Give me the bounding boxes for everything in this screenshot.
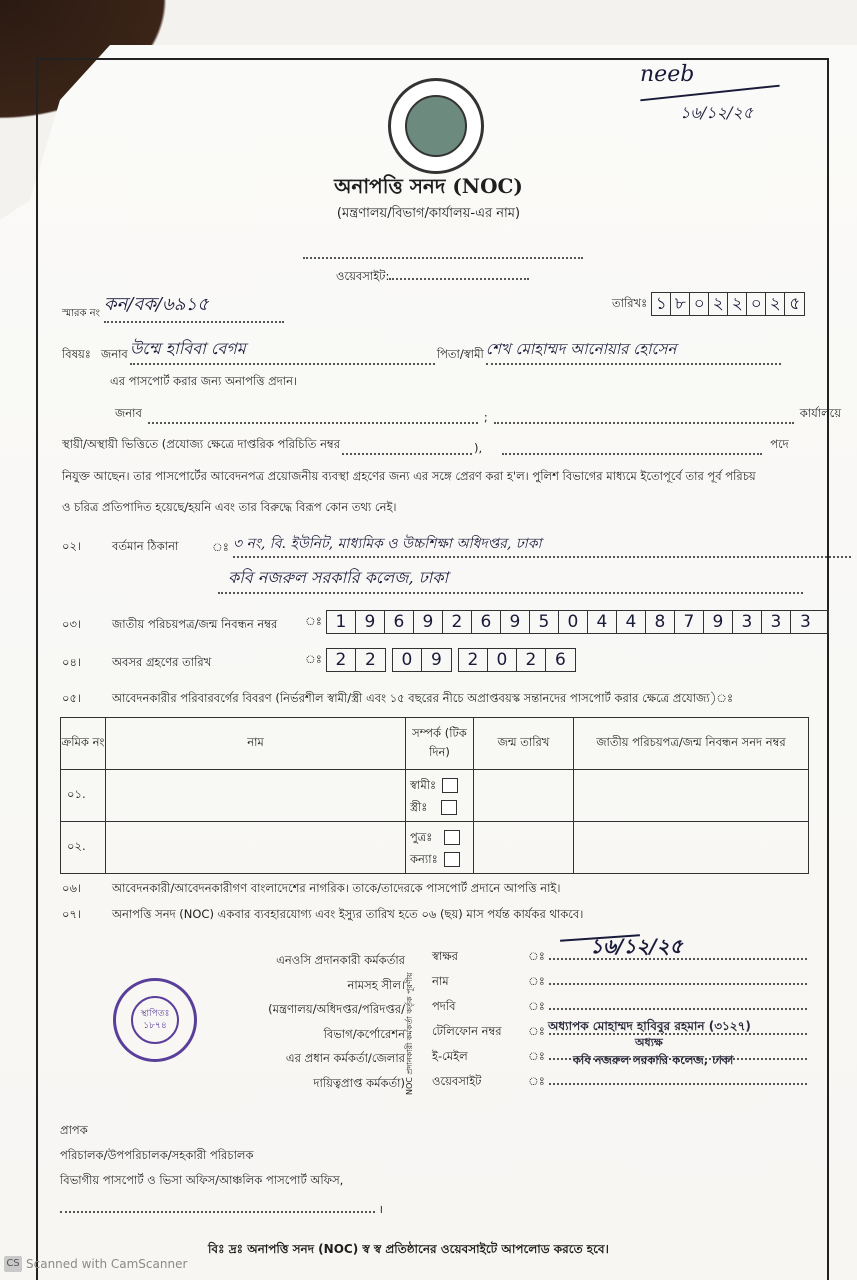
item04-num: ০৪।: [62, 655, 82, 669]
item05-num: ০৫।: [62, 691, 82, 705]
body-line4: ও চরিত্র প্রতিপাদিত হয়েছে/হয়নি এবং তার বিরুদ্ধে বিরূপ কোন তথ্য নেই।: [62, 500, 397, 514]
field-label-name: নাম: [432, 974, 449, 988]
government-emblem: [388, 78, 484, 174]
officer-name-field[interactable]: [148, 422, 478, 424]
official-id-label: স্থায়ী/অস্থায়ী ভিত্তিতে (প্রযোজ্য ক্ষেত্রে দাপ্তরিক পরিচিতি নম্বর: [62, 437, 341, 451]
signatory-desc-line: (মন্ত্রণালয়/অধিদপ্তর/পরিদপ্তর/: [268, 1002, 405, 1016]
father-husband-label: পিতা/স্বামী: [436, 347, 484, 361]
nid-digit-box[interactable]: 5: [530, 611, 559, 633]
retirement-year-digit[interactable]: 2: [517, 649, 546, 671]
address-row1: ঃ ৩ নং, বি. ইউনিট, মাধ্যমিক ও উচ্চশিক্ষা অধিদপ্তর, ঢাকা: [212, 532, 851, 558]
row-serial: ০১.: [61, 770, 106, 822]
page-subtitle: (মন্ত্রণালয়/বিভাগ/কার্যালয়-এর নাম): [336, 206, 521, 221]
checkbox-daughter[interactable]: [444, 852, 460, 867]
website-row: [336, 268, 529, 287]
field-label-website: ওয়েবসাইট: [432, 1074, 482, 1088]
table-row: [61, 770, 809, 822]
row-nid-cell[interactable]: [574, 822, 809, 874]
nid-digit-box[interactable]: 7: [675, 611, 704, 633]
officer-signature: ১৬/১২/২৫: [590, 934, 683, 958]
item03-label: জাতীয় পরিচয়পত্র/জন্ম নিবন্ধন নম্বর: [112, 617, 278, 631]
signatory-desc-line: দায়িত্বপ্রাপ্ত কর্মকর্তা): [313, 1075, 405, 1090]
corner-note-text: neeb: [640, 62, 695, 87]
date-digit-box[interactable]: ২: [728, 293, 747, 315]
col-name: নাম: [106, 718, 406, 770]
ministry-name-field[interactable]: [303, 244, 583, 263]
item07-text: অনাপত্তি সনদ (NOC) একবার ব্যবহারযোগ্য এবং ইস্যুর তারিখ হতে ০৬ (ছয়) মাস পর্যন্ত কার্যকর থাকবে।: [112, 907, 584, 921]
scanner-label: Scanned with CamScanner: [26, 1257, 188, 1271]
signatory-desc-line: এনওসি প্রদানকারী কর্মকর্তার: [276, 953, 405, 967]
family-table: [60, 717, 809, 874]
father-husband-field[interactable]: শেখ মোহাম্মদ আনোয়ার হোসেন: [486, 338, 781, 365]
retirement-year-digit[interactable]: 2: [459, 649, 488, 671]
office-suffix: কার্যালয়ে: [799, 406, 842, 420]
relation-label-daughter: কন্যাঃ: [410, 851, 438, 866]
reference-row: [62, 290, 284, 323]
passport-office-field[interactable]: [60, 1211, 375, 1213]
nid-digit-box[interactable]: 9: [501, 611, 530, 633]
item02-num: ০২।: [62, 539, 82, 553]
retirement-month-digit[interactable]: 9: [430, 650, 442, 670]
checkbox-wife[interactable]: [441, 800, 457, 815]
col-relation: সম্পর্ক (টিক দিন): [406, 718, 474, 770]
table-row: [61, 822, 809, 874]
stamp-officer-name: অধ্যাপক মোহাম্মদ হাবিবুর রহমান (৩১২৭): [548, 1019, 751, 1033]
website-label: ওয়েবসাইট:: [336, 269, 390, 283]
date-digit-box[interactable]: ২: [766, 293, 785, 315]
retirement-year-digit[interactable]: 0: [488, 649, 517, 671]
date-digit-box[interactable]: ০: [747, 293, 766, 315]
item04-label: অবসর গ্রহণের তারিখ: [112, 655, 212, 669]
nid-digit-box[interactable]: 9: [704, 611, 733, 633]
retirement-day-digit[interactable]: 2: [364, 650, 376, 670]
footnote: বিঃ দ্রঃ অনাপত্তি সনদ (NOC) স্ব স্ব প্রতিষ্ঠানের ওয়েবসাইটে আপলোড করতে হবে।: [208, 1242, 609, 1256]
item07-num: ০৭।: [62, 907, 82, 921]
emblem-map-icon: [405, 95, 467, 157]
retirement-year-boxes[interactable]: [458, 648, 576, 672]
signatory-description: [220, 948, 405, 1095]
col-serial: ক্রমিক নং: [61, 718, 106, 770]
nid-boxes[interactable]: [326, 610, 829, 634]
row-name-cell[interactable]: [106, 822, 406, 874]
date-digit-box[interactable]: ৮: [671, 293, 690, 315]
item03-num: ০৩।: [62, 617, 82, 631]
nid-row: ঃ 1 9 6 9 2 6 9 5 0 4 4 8 7 9 3 3 3: [305, 610, 829, 634]
applicant-name-field[interactable]: উম্মে হাবিবা বেগম: [130, 336, 435, 365]
nid-digit-box[interactable]: 0: [559, 611, 588, 633]
camscanner-logo-icon: CS: [4, 1256, 22, 1272]
noc-vertical-label: NOC প্রদানকারী কর্মকর্তা কর্তৃক পূরণীয়: [405, 972, 414, 1095]
recipient-line3-end: ।: [378, 1202, 384, 1216]
nid-digit-box[interactable]: 6: [472, 611, 501, 633]
subject-line2: এর পাসপোর্ট করার জন্য অনাপত্তি প্রদান।: [110, 374, 298, 388]
body-line2-mid: ),: [474, 441, 483, 455]
corner-initials: ১৬/১২/২৫: [680, 103, 754, 122]
website-field-signatory[interactable]: [549, 1083, 807, 1085]
checkbox-son[interactable]: [444, 830, 460, 845]
item06-num: ০৬।: [62, 881, 82, 895]
nid-digit-box[interactable]: 8: [646, 611, 675, 633]
nid-digit-box[interactable]: 1: [327, 611, 356, 633]
recipient-line2: বিভাগীয় পাসপোর্ট ও ভিসা অফিস/আঞ্চলিক পাসপোর্ট অফিস,: [60, 1173, 344, 1187]
college-seal-inner: [131, 996, 179, 1044]
stamp-officer-title: অধ্যক্ষ: [635, 1036, 663, 1049]
address-field-line1[interactable]: ৩ নং, বি. ইউনিট, মাধ্যমিক ও উচ্চশিক্ষা অধিদপ্তর, ঢাকা: [233, 532, 851, 558]
date-label: তারিখঃ: [612, 295, 648, 310]
nid-digit-box[interactable]: 9: [356, 611, 385, 633]
college-seal: [113, 978, 197, 1062]
seal-year: ১৮৭৪: [143, 1021, 167, 1031]
designation-field-signatory[interactable]: [549, 1008, 807, 1010]
col-nid: জাতীয় পরিচয়পত্র/জন্ম নিবন্ধন সনদ নম্বর: [574, 718, 809, 770]
nid-digit-box[interactable]: 3: [799, 612, 811, 632]
page-title: অনাপত্তি সনদ (NOC): [334, 174, 523, 198]
item05-label: আবেদনকারীর পরিবারবর্গের বিবরণ (নির্ভরশীল স্বামী/স্ত্রী এবং ১৫ বছরের নীচে অপ্রাপ্তবয়স্ক সন্তানদের পাসপোর্ট করার ক্ষেত্রে প্রযোজ্য)ঃ: [112, 691, 734, 705]
website-field[interactable]: [389, 278, 529, 280]
relation-label-wife: স্ত্রীঃ: [410, 799, 428, 814]
nid-digit-box[interactable]: 4: [617, 611, 646, 633]
office-field[interactable]: [494, 422, 794, 424]
signatory-desc-line: নামসহ সীল।: [347, 977, 405, 992]
scanner-watermark: [4, 1256, 187, 1272]
body-line2: [62, 436, 789, 455]
reference-label: স্মারক নং: [62, 308, 100, 319]
subject-janab: জনাব: [100, 347, 128, 361]
nid-digit-box[interactable]: 9: [414, 611, 443, 633]
stamp-college-name: কবি নজরুল সরকারি কলেজ, ঢাকা: [573, 1053, 734, 1067]
retirement-day-boxes[interactable]: [326, 648, 386, 672]
row-relation-cell: [406, 770, 474, 822]
official-id-field[interactable]: [342, 453, 472, 455]
nid-digit-box[interactable]: 3: [733, 611, 762, 633]
name-field[interactable]: [549, 983, 807, 985]
col-dob: জন্ম তারিখ: [474, 718, 574, 770]
corner-note: [640, 62, 694, 87]
signatory-field-labels: [432, 944, 502, 1094]
checkbox-husband[interactable]: [442, 778, 458, 793]
date-digit-box[interactable]: ০: [690, 293, 709, 315]
relation-label-husband: স্বামীঃ: [410, 777, 437, 792]
retirement-month-digit[interactable]: 0: [393, 649, 422, 671]
relation-label-son: পুত্রঃ: [410, 829, 433, 844]
recipient-block: [60, 1118, 383, 1222]
row-nid-cell[interactable]: [574, 770, 809, 822]
row-relation-cell: [406, 822, 474, 874]
date-digit-box[interactable]: ৫: [789, 294, 801, 314]
designation-field[interactable]: [502, 453, 762, 455]
subject-label: বিষয়ঃ: [62, 347, 91, 361]
signatory-desc-line: এর প্রধান কর্মকর্তা/জেলার: [285, 1051, 405, 1065]
recipient-label: প্রাপক: [60, 1123, 88, 1137]
date-digit-box[interactable]: ১: [652, 293, 671, 315]
subject-row: [62, 336, 781, 365]
retirement-date-row: ঃ 2 2 0 9 2 0 2 6: [305, 648, 576, 672]
row-serial: ০২.: [61, 822, 106, 874]
row-dob-cell[interactable]: [474, 822, 574, 874]
family-table-header: [61, 718, 809, 770]
body-janab: জনাব: [115, 406, 142, 420]
recipient-line1: পরিচালক/উপপরিচালক/সহকারী পরিচালক: [60, 1148, 254, 1162]
nid-digit-box[interactable]: 3: [762, 611, 791, 633]
body-line1: জনাব ; কার্যালয়ে: [115, 406, 842, 424]
address-row2: [218, 565, 803, 594]
address-field-line2[interactable]: কবি নজরুল সরকারি কলেজ, ঢাকা: [218, 565, 803, 594]
designation-suffix: পদে: [770, 437, 789, 451]
retirement-month-boxes[interactable]: [392, 648, 452, 672]
signatory-field-values: ঃ ঃ ঃ ঃ ঃ ঃ: [528, 944, 807, 1094]
field-label-designation: পদবি: [432, 999, 456, 1013]
signatory-desc-line: বিভাগ/কর্পোরেশন: [323, 1026, 405, 1041]
field-label-telephone: টেলিফোন নম্বর: [432, 1024, 502, 1038]
nid-digit-box[interactable]: 6: [385, 611, 414, 633]
retirement-day-digit[interactable]: 2: [327, 649, 356, 671]
reference-value[interactable]: কন/বক/৬৯১৫: [104, 290, 284, 323]
retirement-year-digit[interactable]: 6: [554, 650, 566, 670]
row-name-cell[interactable]: [106, 770, 406, 822]
field-label-signature: স্বাক্ষর: [432, 949, 458, 963]
body-line3: নিযুক্ত আছেন। তার পাসপোর্টের আবেদনপত্র প্রয়োজনীয় ব্যবস্থা গ্রহণের জন্য এর সঙ্গে প্রেরণ করা হ'ল। পুলিশ বিভাগের মাধ্যমে ইতোপূর্বে তার পূর্ব পরিচয়: [62, 469, 756, 483]
item06-text: আবেদনকারী/আবেদনকারীগণ বাংলাদেশের নাগরিক। তাকে/তাদেরকে পাসপোর্ট প্রদানে আপত্তি নাই।: [112, 881, 561, 895]
seal-established-label: স্থাপিতঃ: [140, 1009, 170, 1019]
nid-digit-box[interactable]: 4: [588, 611, 617, 633]
date-boxes[interactable]: [651, 292, 805, 316]
date-digit-box[interactable]: ২: [709, 293, 728, 315]
field-label-email: ই-মেইল: [432, 1049, 468, 1063]
row-dob-cell[interactable]: [474, 770, 574, 822]
item02-label: বর্তমান ঠিকানা: [112, 539, 179, 553]
date-row: [612, 292, 805, 316]
nid-digit-box[interactable]: 2: [443, 611, 472, 633]
